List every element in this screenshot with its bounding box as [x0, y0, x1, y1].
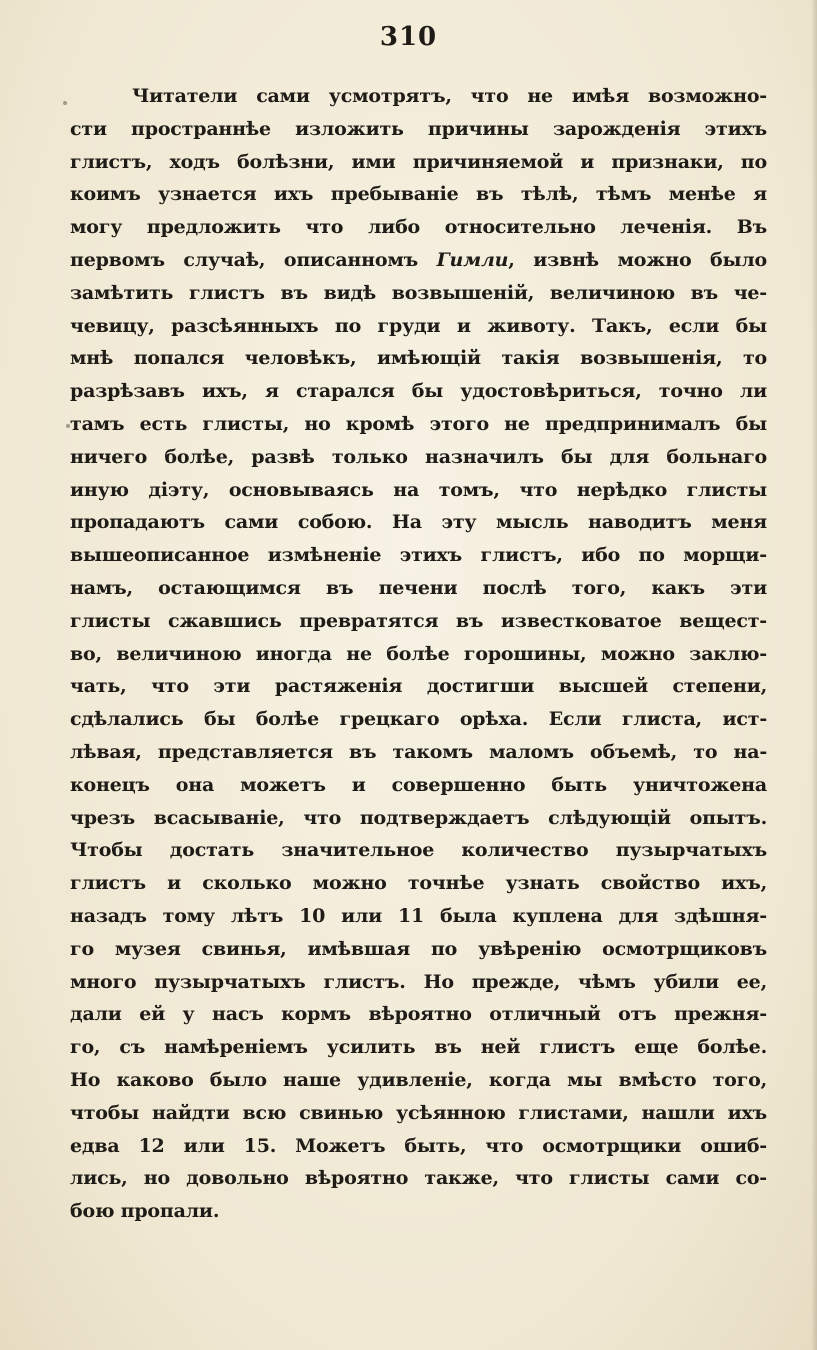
- text-line: пропадаютъ сами собою. На эту мысль наводитъ меня: [70, 511, 767, 534]
- text-line: бою пропали.: [70, 1200, 220, 1223]
- text-line: го музея свинья, имѣвшая по увѣренію осмотрщиковъ: [70, 937, 767, 960]
- text-line: тамъ есть глисты, но кромѣ этого не предпринималъ бы: [70, 412, 767, 435]
- text-line: глистъ и сколько можно точнѣе узнать свойство ихъ,: [70, 872, 767, 895]
- text-fragment: , извнѣ можно было: [508, 248, 767, 271]
- text-line: вышеописанное измѣненіе этихъ глистъ, ибо по морщи-: [70, 544, 767, 567]
- text-line: чать, что эти растяженія достигши высшей степени,: [70, 675, 767, 698]
- text-line: сдѣлались бы болѣе грецкаго орѣха. Если глиста, ист-: [70, 708, 767, 731]
- text-line: иную діэту, основываясь на томъ, что нерѣдко глисты: [70, 478, 767, 501]
- text-line: глисты сжавшись превратятся въ известковатое вещест-: [70, 609, 767, 632]
- text-line: во, величиною иногда не болѣе горошины, можно заклю-: [70, 642, 767, 665]
- italic-name: Гимли: [436, 248, 509, 271]
- text-line: глистъ, ходъ болѣзни, ими причиняемой и признаки, по: [70, 150, 767, 173]
- text-line: чевицу, разсѣянныхъ по груди и животу. Такъ, если бы: [70, 314, 767, 337]
- text-line: едва 12 или 15. Можетъ быть, что осмотрщики ошиб-: [70, 1134, 767, 1157]
- text-line: намъ, остающимся въ печени послѣ того, какъ эти: [70, 576, 767, 599]
- text-line: Но каково было наше удивленіе, когда мы вмѣсто того,: [70, 1068, 767, 1091]
- text-line: Читатели сами усмотрятъ, что не имѣя возможно-: [132, 85, 767, 107]
- text-line: назадъ тому лѣтъ 10 или 11 была куплена для здѣшня-: [70, 904, 767, 927]
- text-line: сти пространнѣе изложить причины зарожденія этихъ: [70, 117, 767, 140]
- text-line: могу предложить что либо относительно леченія. Въ: [70, 216, 767, 239]
- text-line: дали ей у насъ кормъ вѣроятно отличный отъ прежня-: [70, 1003, 767, 1026]
- text-line: много пузырчатыхъ глистъ. Но прежде, чѣмъ убили ее,: [70, 970, 767, 993]
- text-fragment: первомъ случаѣ, описанномъ: [70, 248, 437, 271]
- text-line: чрезъ всасываніе, что подтверждаетъ слѣдующій опытъ.: [70, 806, 767, 829]
- text-line: го, съ намѣреніемъ усилить въ ней глистъ еще болѣе.: [70, 1036, 767, 1059]
- text-line: чтобы найдти всю свинью усѣянною глистами, нашли ихъ: [70, 1101, 767, 1124]
- text-line: лись, но довольно вѣроятно также, что глисты сами со-: [70, 1167, 767, 1190]
- text-line: [70, 244, 767, 277]
- ink-speck: [63, 101, 67, 105]
- text-line: разрѣзавъ ихъ, я старался бы удостовѣриться, точно ли: [70, 380, 767, 403]
- body-text: [70, 80, 767, 1228]
- text-line: замѣтить глистъ въ видѣ возвышеній, величиною въ че-: [70, 281, 767, 304]
- text-line: Чтобы достать значительное количество пузырчатыхъ: [70, 839, 767, 862]
- text-line: мнѣ попался человѣкъ, имѣющій такія возвышенія, то: [70, 347, 767, 370]
- text-line: лѣвая, представляется въ такомъ маломъ объемѣ, то на-: [70, 740, 767, 763]
- text-line: ничего болѣе, развѣ только назначилъ бы для больнаго: [70, 445, 767, 468]
- page-number: 310: [379, 22, 438, 52]
- text-line: коимъ узнается ихъ пребываніе въ тѣлѣ, тѣмъ менѣе я: [70, 183, 767, 206]
- page-edge-shadow: [811, 0, 817, 1350]
- text-line: конецъ она можетъ и совершенно быть уничтожена: [70, 773, 767, 796]
